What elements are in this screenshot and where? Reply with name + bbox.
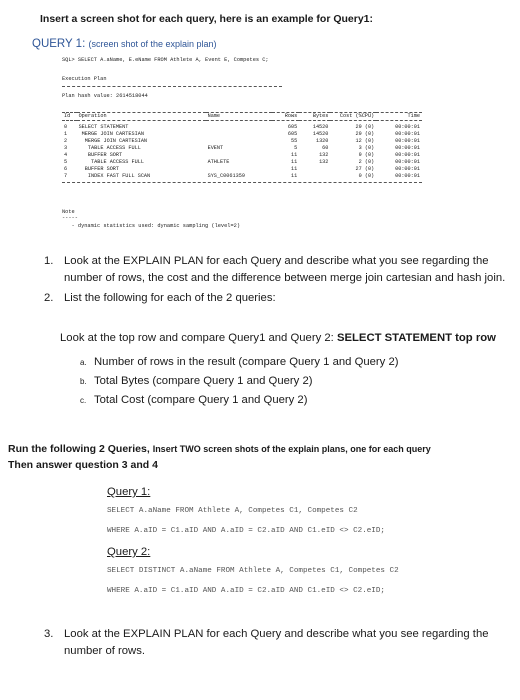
plan-cost	[330, 152, 376, 159]
plan-cpu-value: (0)	[364, 124, 375, 130]
plan-row	[62, 166, 422, 173]
plan-rows: 11	[290, 152, 298, 158]
plan-row	[62, 124, 422, 131]
question-number: 1.	[44, 255, 54, 267]
plan-row	[62, 138, 422, 145]
plan-time: 00:00:01	[395, 152, 420, 158]
note-label: Note	[62, 209, 75, 215]
plan-operation: MERGE JOIN CARTESIAN	[78, 138, 148, 144]
plan-cost-value: 12	[355, 138, 362, 144]
plan-id: 0	[64, 124, 68, 130]
plan-bytes: 14520	[312, 124, 329, 130]
plan-bottom-divider	[62, 182, 422, 183]
plan-operation: SELECT STATEMENT	[78, 124, 129, 130]
plan-time: 00:00:01	[395, 173, 420, 179]
plan-cpu-value: (0)	[364, 173, 375, 179]
run-line-2: Then answer question 3 and 4	[8, 459, 158, 471]
query2-sql-line2: WHERE A.aID = C1.aID AND A.aID = C2.aID AND C1.eID <> C2.eID;	[107, 587, 385, 595]
plan-object-name: SYS_C0061359	[207, 173, 245, 179]
plan-bytes: 14520	[312, 131, 329, 137]
plan-bytes	[299, 173, 330, 180]
plan-cpu-value: (0)	[364, 159, 375, 165]
compare-text: Look at the top row and compare Query1 and Query 2:	[60, 332, 337, 344]
sql-command-line: SQL> SELECT A.aName, E.eName FROM Athlete A, Event E, Competes C;	[62, 57, 269, 63]
plan-cost	[330, 159, 376, 166]
plan-operation: BUFFER SORT	[78, 152, 123, 158]
explain-plan-table	[62, 112, 422, 183]
plan-cpu-value: (0)	[364, 152, 375, 158]
run-line-1-small: Insert TWO screen shots of the explain plans, one for each query	[152, 444, 431, 454]
plan-cost	[330, 145, 376, 152]
sub-item-b	[80, 375, 510, 387]
plan-row	[62, 152, 422, 159]
plan-cost-value: 9	[358, 152, 362, 158]
plan-header-row	[62, 113, 422, 121]
plan-time: 00:00:01	[395, 166, 420, 172]
question-2	[44, 290, 514, 307]
plan-cost-value: 29	[355, 124, 362, 130]
plan-cpu-value: (0)	[364, 138, 375, 144]
query1-label: Query 1:	[107, 486, 151, 498]
sub-letter: c.	[80, 396, 87, 405]
plan-cpu-value: (0)	[364, 145, 375, 151]
query1-subtitle: (screen shot of the explain plan)	[88, 39, 217, 49]
col-cost: Cost (%CPU)	[339, 113, 375, 119]
plan-cost-value: 0	[358, 173, 362, 179]
question-text: Look at the EXPLAIN PLAN for each Query and describe what you see regarding the number of rows, the cost and the difference between merge join cartesian and hash join.	[64, 255, 506, 284]
plan-cost	[330, 124, 376, 131]
plan-operation: BUFFER SORT	[78, 166, 120, 172]
plan-time: 00:00:01	[395, 159, 420, 165]
sub-text: Total Cost (compare Query 1 and Query 2)	[94, 394, 308, 406]
plan-cost	[330, 166, 376, 173]
plan-hash-value: Plan hash value: 2614518044	[62, 93, 148, 99]
query1-title	[32, 38, 217, 50]
plan-operation: INDEX FAST FULL SCAN	[78, 173, 151, 179]
plan-table	[62, 112, 422, 180]
compare-instruction	[60, 332, 520, 344]
question-text: Look at the EXPLAIN PLAN for each Query and describe what you see regarding the number of rows.	[64, 628, 489, 657]
plan-object-name	[206, 166, 273, 173]
plan-cost	[330, 173, 376, 180]
plan-rows: 5	[294, 145, 298, 151]
run-line-1-big: Run the following 2 Queries,	[8, 443, 153, 455]
sub-item-c	[80, 394, 510, 406]
plan-operation: TABLE ACCESS FULL	[78, 145, 141, 151]
plan-id: 6	[64, 166, 68, 172]
plan-rows: 11	[290, 159, 298, 165]
question-number: 3.	[44, 628, 54, 640]
plan-operation: MERGE JOIN CARTESIAN	[78, 131, 144, 137]
sub-text: Total Bytes (compare Query 1 and Query 2)	[94, 375, 313, 387]
col-rows: Rows	[284, 113, 298, 119]
plan-cost-value: 3	[358, 145, 362, 151]
plan-cost-value: 27	[355, 166, 362, 172]
compare-bold: SELECT STATEMENT top row	[336, 332, 496, 344]
plan-bytes: 132	[319, 159, 329, 165]
plan-object-name	[206, 152, 273, 159]
plan-id: 4	[64, 152, 68, 158]
question-text: List the following for each of the 2 queries:	[64, 292, 276, 304]
plan-row	[62, 131, 422, 138]
note-separator: -----	[62, 215, 78, 221]
query2-sql-line1: SELECT DISTINCT A.aName FROM Athlete A, Competes C1, Competes C2	[107, 567, 399, 575]
plan-object-name: EVENT	[207, 145, 224, 151]
col-operation: Operation	[78, 113, 107, 119]
exec-plan-divider	[62, 86, 282, 87]
plan-rows: 605	[287, 124, 298, 130]
plan-id: 5	[64, 159, 68, 165]
execution-plan-label: Execution Plan	[62, 76, 107, 82]
plan-cost-value: 29	[355, 131, 362, 137]
plan-id: 1	[64, 131, 68, 137]
plan-bytes: 1320	[315, 138, 329, 144]
sub-text: Number of rows in the result (compare Query 1 and Query 2)	[94, 356, 399, 368]
plan-id: 3	[64, 145, 68, 151]
plan-object-name	[206, 124, 273, 131]
query1-sql-line1: SELECT A.aName FROM Athlete A, Competes C1, Competes C2	[107, 507, 358, 515]
question-1	[44, 253, 514, 286]
run-instructions	[8, 441, 518, 473]
plan-time: 00:00:01	[395, 131, 420, 137]
plan-time: 00:00:01	[395, 138, 420, 144]
plan-time: 00:00:01	[395, 124, 420, 130]
question-list	[44, 253, 514, 311]
plan-cost-value: 2	[358, 159, 362, 165]
col-id: Id	[64, 113, 71, 119]
plan-rows: 55	[290, 138, 298, 144]
plan-bytes: 60	[322, 145, 329, 151]
query1-sql-line2: WHERE A.aID = C1.aID AND A.aID = C2.aID AND C1.eID <> C2.eID;	[107, 527, 385, 535]
plan-id: 2	[64, 138, 68, 144]
page-heading: Insert a screen shot for each query, here is an example for Query1:	[40, 13, 374, 25]
sub-letter: a.	[80, 358, 87, 367]
query1-title-text: QUERY 1:	[32, 38, 86, 50]
question-number: 2.	[44, 292, 54, 304]
plan-operation: TABLE ACCESS FULL	[78, 159, 144, 165]
note-text: - dynamic statistics used: dynamic sampling (level=2)	[62, 223, 241, 229]
plan-rows: 605	[287, 131, 298, 137]
run-line-1	[8, 441, 518, 457]
plan-id: 7	[64, 173, 68, 179]
plan-row	[62, 159, 422, 166]
plan-rows: 11	[290, 173, 298, 179]
plan-row	[62, 145, 422, 152]
plan-object-name	[206, 131, 273, 138]
question-3	[44, 626, 514, 659]
plan-cost	[330, 131, 376, 138]
plan-row	[62, 173, 422, 180]
col-name: Name	[207, 113, 221, 119]
plan-bytes	[299, 166, 330, 173]
plan-cpu-value: (0)	[364, 166, 375, 172]
col-time: Time	[407, 113, 420, 119]
col-bytes: Bytes	[312, 113, 329, 119]
plan-cost	[330, 138, 376, 145]
sub-letter: b.	[80, 377, 87, 386]
plan-object-name: ATHLETE	[207, 159, 230, 165]
query2-label: Query 2:	[107, 546, 151, 558]
plan-cpu-value: (0)	[364, 131, 375, 137]
plan-bytes: 132	[319, 152, 329, 158]
plan-rows: 11	[290, 166, 298, 172]
sub-item-a	[80, 356, 510, 368]
plan-object-name	[206, 138, 273, 145]
plan-time: 00:00:01	[395, 145, 420, 151]
